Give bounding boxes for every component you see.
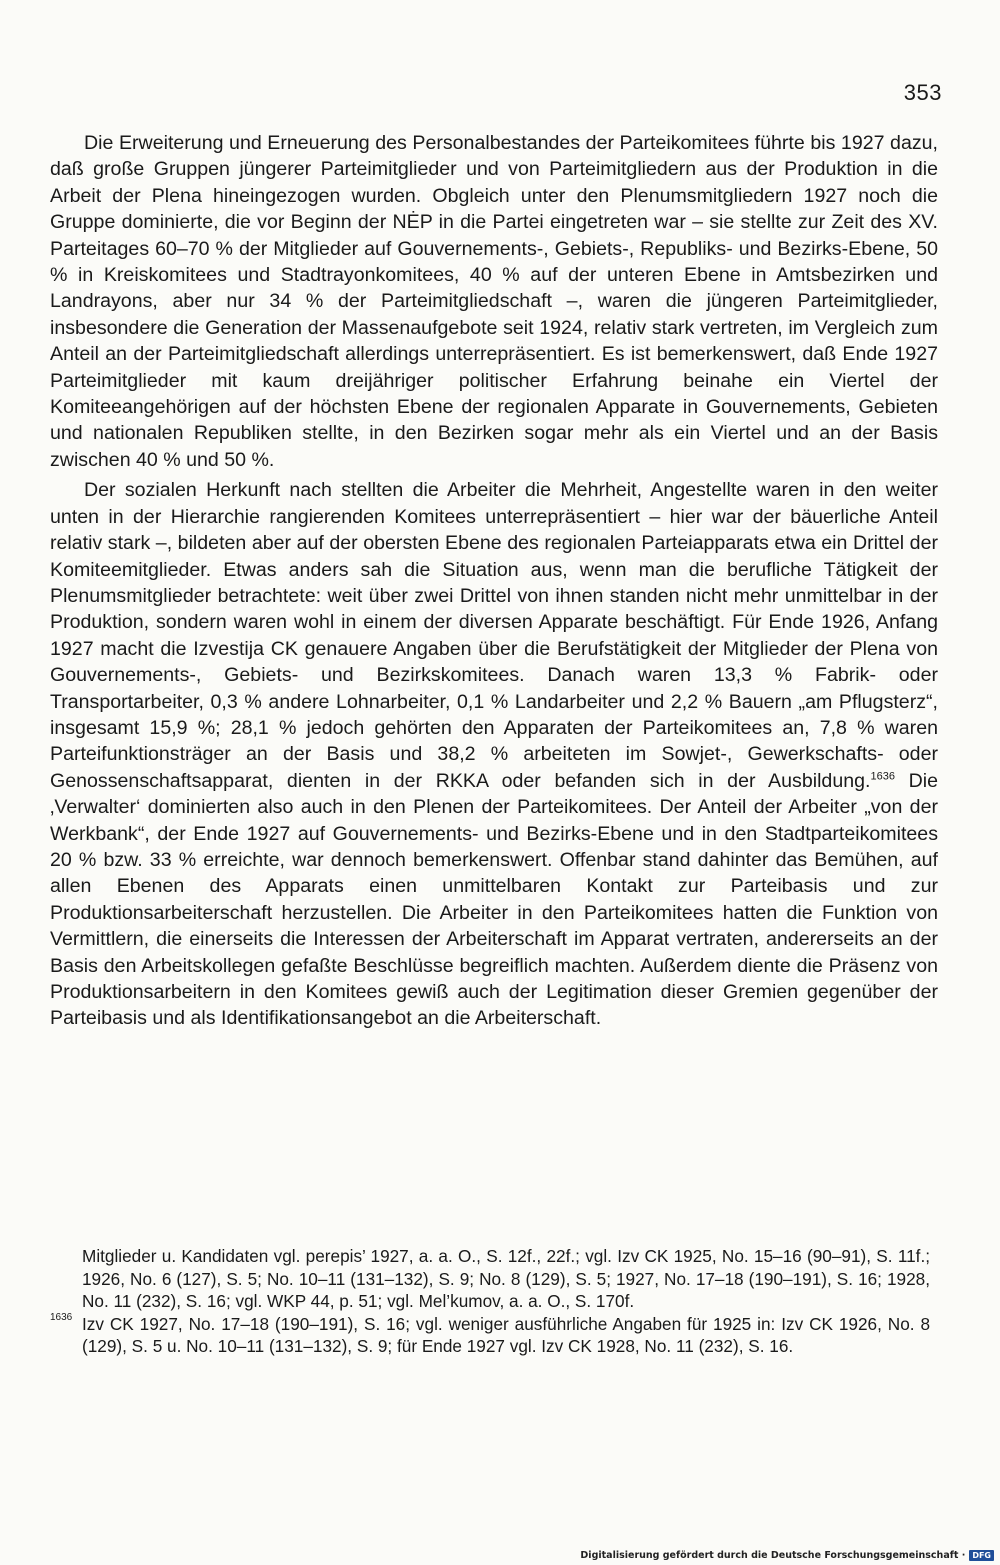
paragraph-2 (50, 477, 938, 1032)
page-number: 353 (903, 80, 942, 105)
footnote-reference[interactable]: 1636 (870, 770, 895, 783)
footnote-number: 1636 (50, 1311, 73, 1323)
footnote (50, 1245, 930, 1313)
body-text (50, 130, 938, 1032)
dfg-logo-icon: DFG (969, 1550, 994, 1561)
footnote-text: Mitglieder u. Kandidaten vgl. perepis’ 1927, a. a. O., S. 12f., 22f.; vgl. Izv CK 1925, No. 15–16 (90–91), S. 11f.; 1926, No. 6 (127), S. 5; No. 10–11 (131–132), S. 9; No. 8 (129), S. 5; 1927, No. 17–18 (190–191), S. 16; 1928, No. 11 (232), S. 16; vgl. WKP 44, p. 51; vgl. Mel’kumov, a. a. O., S. 170f. (82, 1246, 930, 1312)
footnote (50, 1313, 930, 1358)
footnotes (50, 1245, 930, 1358)
paragraph-1: Die Erweiterung und Erneuerung des Personalbestandes der Parteikomitees führte bis 1927 dazu, daß große Gruppen jüngerer Parteimitglieder und von Parteimitgliedern aus der Produktion in die Arbeit der Plena hineingezogen wurden. Obgleich unter den Plenumsmitgliedern 1927 noch die Gruppe dominierte, die vor Beginn der NĖP in die Partei eingetreten war – sie stellte zur Zeit des XV. Parteitages 60–70 % der Mitglieder auf Gouvernements-, Gebiets-, Republiks- und Bezirks-Ebene, 50 % in Kreiskomitees und Stadtrayonkomitees, 40 % auf der unteren Ebene in Amtsbezirken und Landrayons, aber nur 34 % der Parteimitgliedschaft –, waren die jüngeren Parteimitglieder, insbesondere die Generation der Massenaufgebote seit 1924, relativ stark vertreten, im Vergleich zum Anteil an der Parteimitgliedschaft allerdings unterrepräsentiert. Es ist bemerkenswert, daß Ende 1927 Parteimitglieder mit kaum dreijähriger politischer Erfahrung beinahe ein Viertel der Komiteeangehörigen auf der höchsten Ebene der regionalen Apparate in Gouvernements, Gebieten und nationalen Republiken stellte, in den Bezirken sogar mehr als ein Viertel und an der Basis zwischen 40 % und 50 %. (50, 132, 938, 471)
footnote-text: Izv CK 1927, No. 17–18 (190–191), S. 16; vgl. weniger ausführliche Angaben für 1925 in: Izv CK 1926, No. 8 (129), S. 5 u. No. 10–11 (131–132), S. 9; für Ende 1927 vgl. Izv CK 1928, No. 11 (232), S. 16. (82, 1313, 930, 1357)
paragraph-2-tail: Die ‚Verwalter‘ dominierten also auch in den Plenen der Parteikomitees. Der Anteil der Arbeiter „von der Werkbank“, der Ende 1927 auf Gouvernements- und Bezirks-Ebene und in den Stadtparteikomitees 20 % bzw. 33 % erreichte, war dennoch bemerkenswert. Offenbar stand dahinter das Bemühen, auf allen Ebenen des Apparats einen unmittelbaren Kontakt zur Parteibasis und zur Produktionsarbeiterschaft herzustellen. Die Arbeiter in den Parteikomitees hatten die Funktion von Vermittlern, die einerseits die Interessen der Arbeiterschaft im Apparat vertraten, andererseits an der Basis den Arbeitskollegen gefaßte Beschlüsse begreiflich machten. Außerdem diente die Präsenz von Produktionsarbeitern in den Komitees gewiß auch der Legitimation dieser Gremien gegenüber der Parteibasis und als Identifikationsangebot an die Arbeiterschaft. (50, 769, 938, 1030)
paragraph-2-text: Der sozialen Herkunft nach stellten die Arbeiter die Mehrheit, Angestellte waren in den weiter unten in der Hierarchie rangierenden Komitees unterrepräsentiert – hier war der bäuerliche Anteil relativ stark –, bildeten aber auf der obersten Ebene des regionalen Parteiapparats etwa ein Drittel der Komiteemitglieder. Etwas anders sah die Situation aus, wenn man die berufliche Tätigkeit der Plenumsmitglieder betrachtete: weit über zwei Drittel von ihnen standen nicht mehr unmittelbar in der Produktion, sondern waren wohl in einem der diversen Apparate beschäftigt. Für Ende 1926, Anfang 1927 macht die Izvestija CK genauere Angaben über die Berufstätigkeit der Mitglieder der Plena von Gouvernements-, Gebiets- und Bezirkskomitees. Danach waren 13,3 % Fabrik- oder Transportarbeiter, 0,3 % andere Lohnarbeiter, 0,1 % Landarbeiter und 2,2 % Bauern „am Pflugsterz“, insgesamt 15,9 %; 28,1 % jedoch gehörten den Apparaten der Parteikomitees an, 7,8 % waren Parteifunktionsträger an der Basis und 38,2 % arbeiteten im Sowjet-, Gewerkschafts- oder Genossenschaftsapparat, dienten in der RKKA oder befanden sich in der Ausbildung. (50, 479, 938, 792)
digitization-credit (580, 1550, 994, 1561)
credit-text: Digitalisierung gefördert durch die Deutsche Forschungsgemeinschaft · (580, 1550, 966, 1561)
